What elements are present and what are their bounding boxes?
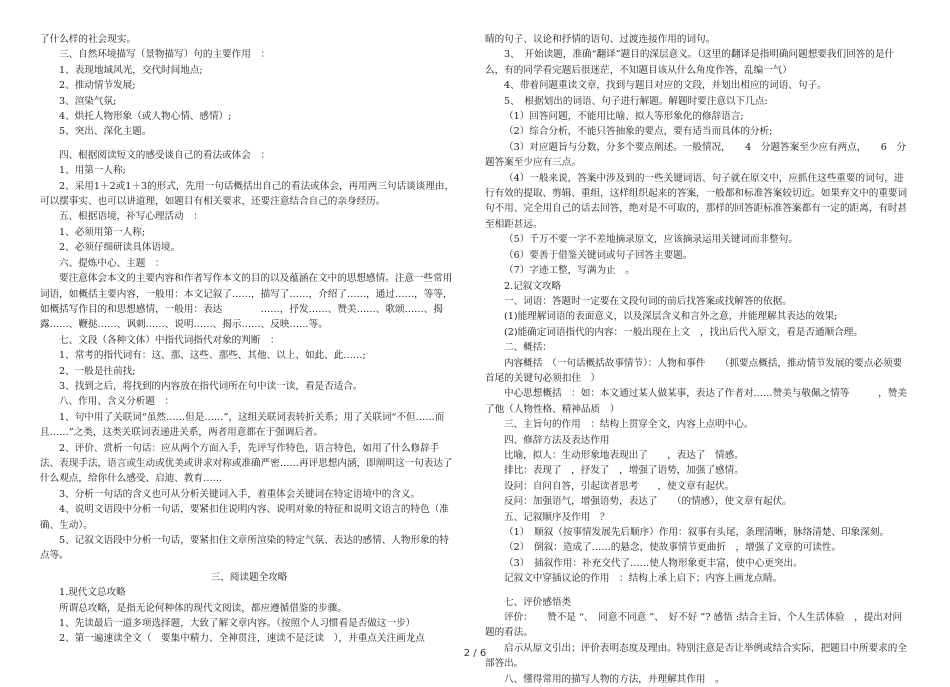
list-item: 2、推动情节发展;	[59, 80, 136, 92]
section-heading: 四、修辞方法及表达作用	[504, 434, 610, 446]
list-item: 内容概括 （一句话概括故事情节）：人物和事件 （抓要点概括，推动情节发展的要点必须要 首尾的关键句必须扣住 ）	[485, 357, 903, 384]
list-item: （6）要善于借鉴关键词或句子回答主要题。	[504, 249, 693, 261]
list-item: 5、突出、深化主题。	[59, 126, 152, 138]
list-item: 3、 开始读题，准确“翻译”题目的深层意义。（这里的翻译是指明确问题想要我们回答的是什么，有的同学看完题后很迷茫，不知题目该从什么角度作答，乱编一气）	[485, 49, 895, 76]
list-item: （2） 倒叙：造成了……的悬念，使故事情节更曲折 ，增强了文章的可读性。	[504, 542, 842, 554]
section-title: 三、阅读题全攻略	[210, 571, 288, 583]
list-item: （4）一般来说，答案中涉及到的一些关键词语、句子就在原文中，应抓住这些重要的词句，进行有效的提取、剪辑、重组，这样组织起来的答案，一般都和标准答案较切近。如果弃文中的重要词句不用、完全用自己的话去回答，绝对是不可取的，那样的回答距标准答案都有一定的距离，有时甚至相距甚远。	[485, 172, 908, 230]
right-column	[485, 32, 910, 687]
list-item: 记叙文中穿插议论的作用 ：结构上承上启下；内容上画龙点睛。	[504, 573, 783, 585]
paragraph: 了什么样的社会现实。	[40, 34, 136, 45]
list-item: （1）回答问题，不能用比喻、拟人等形象化的修辞语言;	[504, 111, 744, 123]
page-number: 2 / 6	[463, 648, 487, 659]
list-item: 2、采用1＋2或1＋3的形式，先用一句话概括出自己的看法或体会，再用两三句话谈谈理由，可以摆事实、也可以讲道理，如题目有相关要求，还要注意结合自己的亲身经历。	[40, 180, 455, 208]
list-item: 1、用第一人称;	[59, 165, 126, 177]
list-item: 4、烘托人物形象（或人物心情、感情）;	[59, 111, 232, 123]
list-item: 4、带着问题重读文章，找到与题目对应的文段，并划出相应的词语、句子。	[504, 80, 827, 92]
list-item: （3）对应题旨与分数，分多个要点阐述。一般情况， 4 分题答案至少应有两点， 6 分题答案至少应有三点。	[485, 141, 907, 169]
section-heading: 四、根据阅读短文的感受谈自己的看法或体会 ：	[59, 149, 271, 161]
list-item: 启示从原文引出；评价表明态度及理由。特别注意是否让举例或结合实际，把题目中所要求的全部答出。	[485, 642, 907, 670]
subsection-title: 1.现代文总攻略	[59, 587, 126, 599]
list-item: 2、评价、赏析一句话：应从两个方面入手，先评写作特色，语言特色，如用了什么修辞手法、表现手法，语言或生动或优美或讲求对称或准确严密……再评思想内涵，即阐明这一句表达了什么观点，给你什么感受、启迪、教育……	[40, 442, 453, 485]
section-heading: 五、记叙顺序及作用 ？	[504, 511, 610, 523]
list-item: 一、词语：答题时一定要在文段句词的前后找答案或找解答的依据。	[504, 295, 792, 307]
list-item: 3、找到之后，将找到的内容放在指代词所在句中读一读，看是否适合。	[59, 380, 363, 392]
list-item: 3、渲染气氛;	[59, 95, 117, 107]
list-item: （1） 顺叙（按事情发展先后顺序）作用：叙事有头尾，条理清晰，脉络清楚、印象深刻。	[504, 527, 890, 538]
list-item: 1、常考的指代词有：这、那、这些、那些、其他、以上、如此、此……;	[59, 350, 366, 362]
section-heading: 三、自然环境描写（景物描写）句的主要作用 ：	[59, 49, 271, 61]
section-heading: 二、概括：	[504, 342, 552, 354]
section-heading: 八、懂得常用的描写人物的方法，并理解其作用 。	[504, 673, 725, 685]
list-item: 设问：自问自答，引起读者思考 ，使文章有起伏。	[504, 480, 735, 492]
list-item: 中心思想概括 ：如：本文通过某人做某事，表达了作者对……赞美与敬佩之情等 ，赞美了他（人物性格、精神品质 ）	[485, 388, 907, 415]
list-item: 排比：表现了 ，抒发了 ，增强了语势，加强了感情。	[504, 465, 744, 477]
list-item: （2）综合分析，不能只答抽象的要点，要有适当而具体的分析;	[504, 126, 773, 138]
list-item: （5）千万不要一字不差地摘录原文，应该摘录运用关键词而非整句。	[504, 234, 798, 246]
paragraph: 所谓总攻略，是指无论何种体的现代文阅读，都应遵循借鉴的步骤。	[59, 602, 347, 614]
list-item: 5、记叙文语段中分析一句话，要紧扣住文章所渲染的特定气氛、表达的感情、人物形象的特点等。	[40, 535, 449, 562]
list-item: 4、说明文语段中分析一句话，要紧扣住说明内容、说明对象的特征和说明文语言的特色（准确、生动）。	[40, 504, 449, 531]
list-item: 1、句中用了关联词“虽然……但是……”，这组关联词表转折关系；用了关联词“不但……而且……”之类，这类关联词表递进关系，两者用意都在于强调后者。	[40, 411, 445, 439]
list-item: 1、表现地域风光，交代时间地点;	[59, 64, 203, 76]
list-item: (2)能确定词语指代的内容：一般出现在上文 ，找出后代入原文，看是否通顺合理。	[504, 326, 863, 338]
list-item: (1)能理解词语的表面意义，以及深层含义和言外之意，并能理解其表达的效果;	[504, 311, 838, 323]
list-item: 2、第一遍速读全文（ 要集中精力、全神贯注，速读不是泛读 ），并重点关注画龙点	[59, 633, 425, 645]
list-item: 2、必须仔细研读具体语境。	[59, 242, 181, 254]
section-heading: 八、作用、含义分析题 ：	[59, 396, 175, 408]
list-item: 1、先读最后一道多项选择题，大致了解文章内容。（按照个人习惯看是否做这一步）	[59, 618, 416, 630]
list-item: 反问：加强语气，增强语势，表达了 （的情感），使文章有起伏。	[504, 496, 792, 508]
section-heading: 五、根据语境，补写心理活动 ：	[59, 211, 203, 223]
subsection-title: 2.记叙文攻略	[504, 280, 562, 292]
section-heading: 七、文段（各种文体）中指代词指代对象的判断 ：	[59, 334, 280, 346]
list-item: 1、必须用第一人称;	[59, 226, 146, 238]
list-item: （3） 插叙作用：补充交代了……使人物形象更丰富，使中心更突出。	[504, 557, 803, 569]
list-item: 2、一般是往前找;	[59, 365, 136, 377]
list-item: （7）字迹工整，写满为止 。	[504, 265, 635, 277]
list-item: 评价： 赞不是 “、 同意不同意 ”、 好不好 ”? 感悟 :结合主旨、个人生活体验 ，提出对问题的看法。	[485, 612, 903, 639]
section-heading: 七、评价感悟类	[504, 596, 572, 608]
section-heading: 六、提炼中心、主题 ：	[59, 257, 165, 269]
list-item: 比喻，拟人：生动形象地表现出了 ，表达了 情感。	[504, 449, 744, 461]
paragraph: 要注意体会本文的主要内容和作者写作本文的目的以及蕴涵在文中的思想感情。注意一些常用词语，如概括主要内容，一般用：本文记叙了……，描写了……，介绍了……，通过……，等等，如概括写作目的和思想感情，一般用：表达 ……，抒发……、赞美……、歌颂……、揭露……、鞭挞……、讽刺……、说明……、揭示……、反映……等。	[40, 273, 453, 331]
list-item: 5、 根据划出的词语、句子进行解题。解题时要注意以下几点:	[504, 95, 768, 107]
left-column	[40, 32, 458, 647]
list-item: 3、分析一句话的含义也可从分析关键词入手，着重体会关键词在特定语境中的含义。	[59, 488, 421, 500]
paragraph: 睛的句子、议论和抒情的语句、过渡连接作用的词句。	[485, 34, 716, 45]
section-heading: 三、主旨句的作用 ：结构上贯穿全文，内容上点明中心。	[504, 419, 754, 431]
